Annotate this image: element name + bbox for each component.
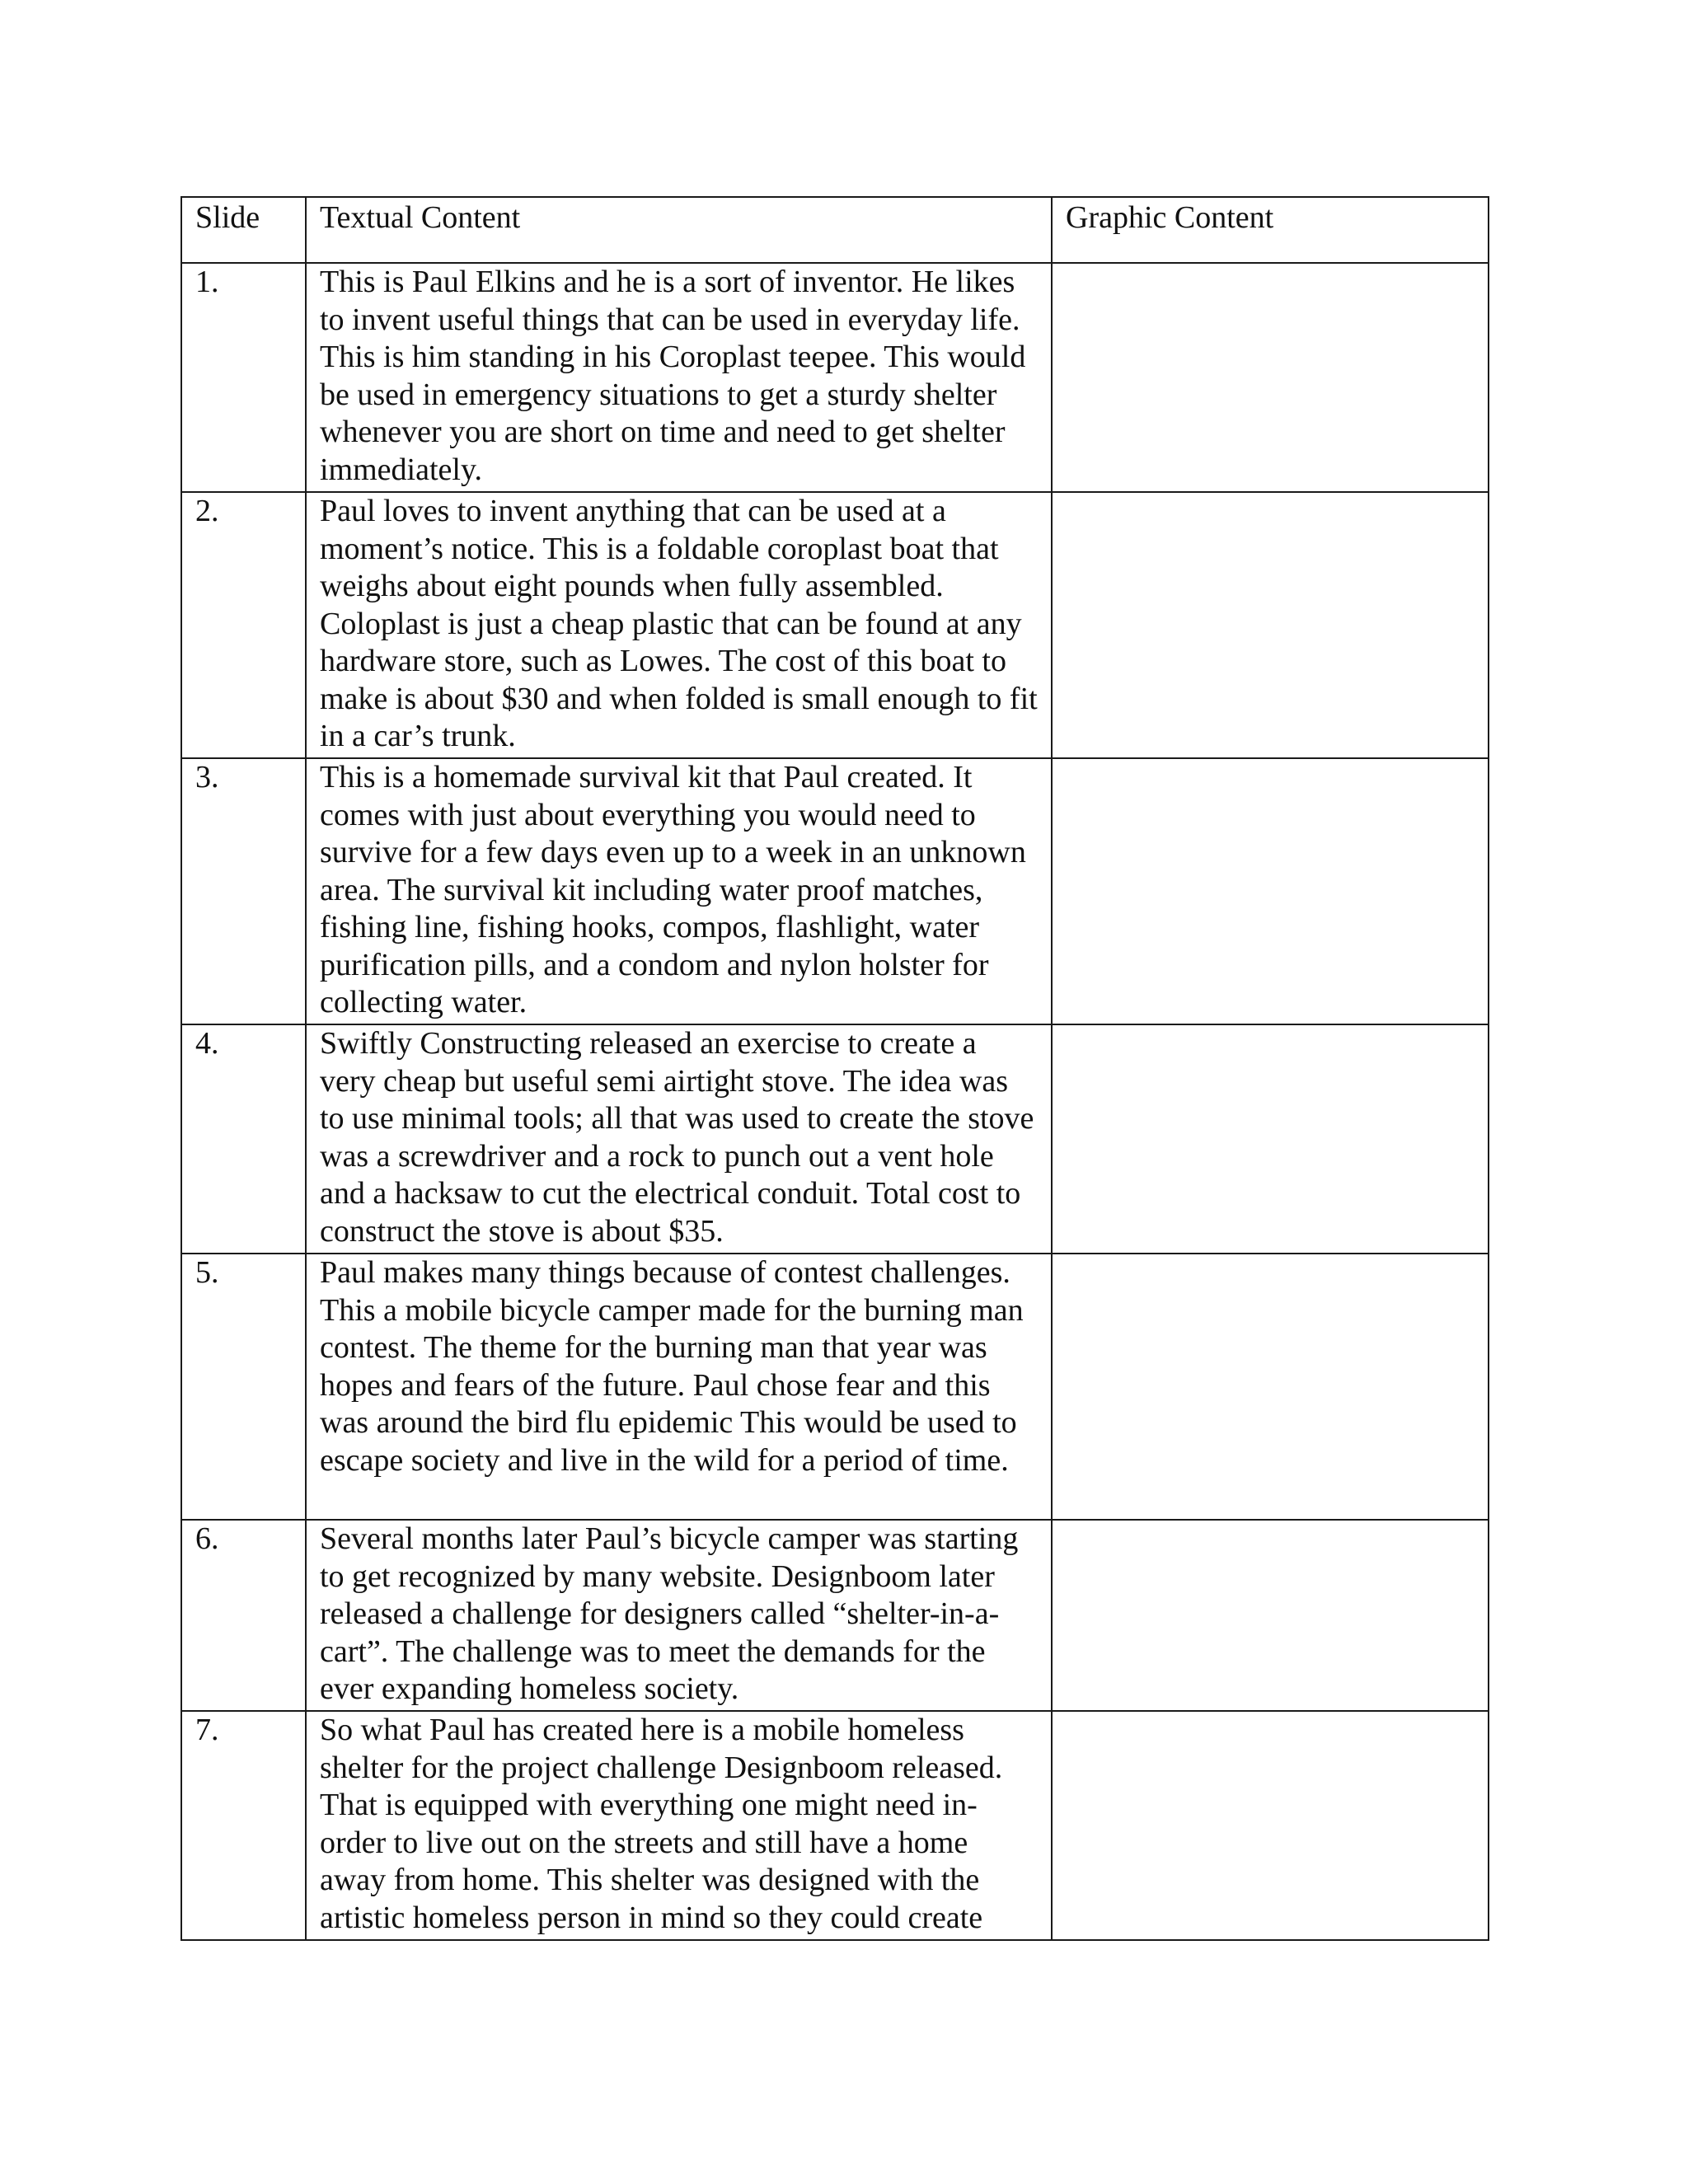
graphic-content-cell <box>1052 1024 1489 1254</box>
slide-number: 5. <box>181 1254 306 1520</box>
textual-content-cell: This is a homemade survival kit that Paul created. It comes with just about everything you would need to survive for a few days even up to a week in an unknown area. The survival kit including water proof matches, fishing line, fishing hooks, compos, flashlight, water purification pills, and a condom and nylon holster for collecting water. <box>306 758 1052 1024</box>
table-row <box>181 1024 1489 1254</box>
graphic-content-cell <box>1052 1711 1489 1940</box>
textual-content-cell: Paul makes many things because of contest challenges. This a mobile bicycle camper made for the burning man contest. The theme for the burning man that year was hopes and fears of the future. Paul chose fear and this was around the bird flu epidemic This would be used to escape society and live in the wild for a period of time. <box>306 1254 1052 1520</box>
textual-content-cell: So what Paul has created here is a mobile homeless shelter for the project challenge Designboom released. That is equipped with everything one might need in-order to live out on the streets and still have a home away from home. This shelter was designed with the artistic homeless person in mind so they could create <box>306 1711 1052 1940</box>
textual-content-cell: Paul loves to invent anything that can be used at a moment’s notice. This is a foldable coroplast boat that weighs about eight pounds when fully assembled. Coloplast is just a cheap plastic that can be found at any hardware store, such as Lowes. The cost of this boat to make is about $30 and when folded is small enough to fit in a car’s trunk. <box>306 492 1052 758</box>
table-row <box>181 263 1489 492</box>
graphic-content-cell <box>1052 1520 1489 1711</box>
textual-content-cell: Several months later Paul’s bicycle camper was starting to get recognized by many website. Designboom later released a challenge for designers called “shelter-in-a-cart”. The challenge was to meet the demands for the ever expanding homeless society. <box>306 1520 1052 1711</box>
table-row <box>181 1520 1489 1711</box>
header-graphic-content: Graphic Content <box>1052 197 1489 263</box>
graphic-content-cell <box>1052 263 1489 492</box>
table-row <box>181 758 1489 1024</box>
slide-number: 6. <box>181 1520 306 1711</box>
slide-number: 4. <box>181 1024 306 1254</box>
header-slide: Slide <box>181 197 306 263</box>
graphic-content-cell <box>1052 758 1489 1024</box>
slide-number: 7. <box>181 1711 306 1940</box>
slide-number: 1. <box>181 263 306 492</box>
textual-content-cell: This is Paul Elkins and he is a sort of inventor. He likes to invent useful things that can be used in everyday life. This is him standing in his Coroplast teepee. This would be used in emergency situations to get a sturdy shelter whenever you are short on time and need to get shelter immediately. <box>306 263 1052 492</box>
table-row <box>181 492 1489 758</box>
slide-number: 3. <box>181 758 306 1024</box>
slide-number: 2. <box>181 492 306 758</box>
storyboard-table <box>181 196 1489 1941</box>
header-textual-content: Textual Content <box>306 197 1052 263</box>
table-header-row <box>181 197 1489 263</box>
graphic-content-cell <box>1052 492 1489 758</box>
textual-content-cell: Swiftly Constructing released an exercise to create a very cheap but useful semi airtight stove. The idea was to use minimal tools; all that was used to create the stove was a screwdriver and a rock to punch out a vent hole and a hacksaw to cut the electrical conduit. Total cost to construct the stove is about $35. <box>306 1024 1052 1254</box>
table-row <box>181 1711 1489 1940</box>
table-row <box>181 1254 1489 1520</box>
graphic-content-cell <box>1052 1254 1489 1520</box>
